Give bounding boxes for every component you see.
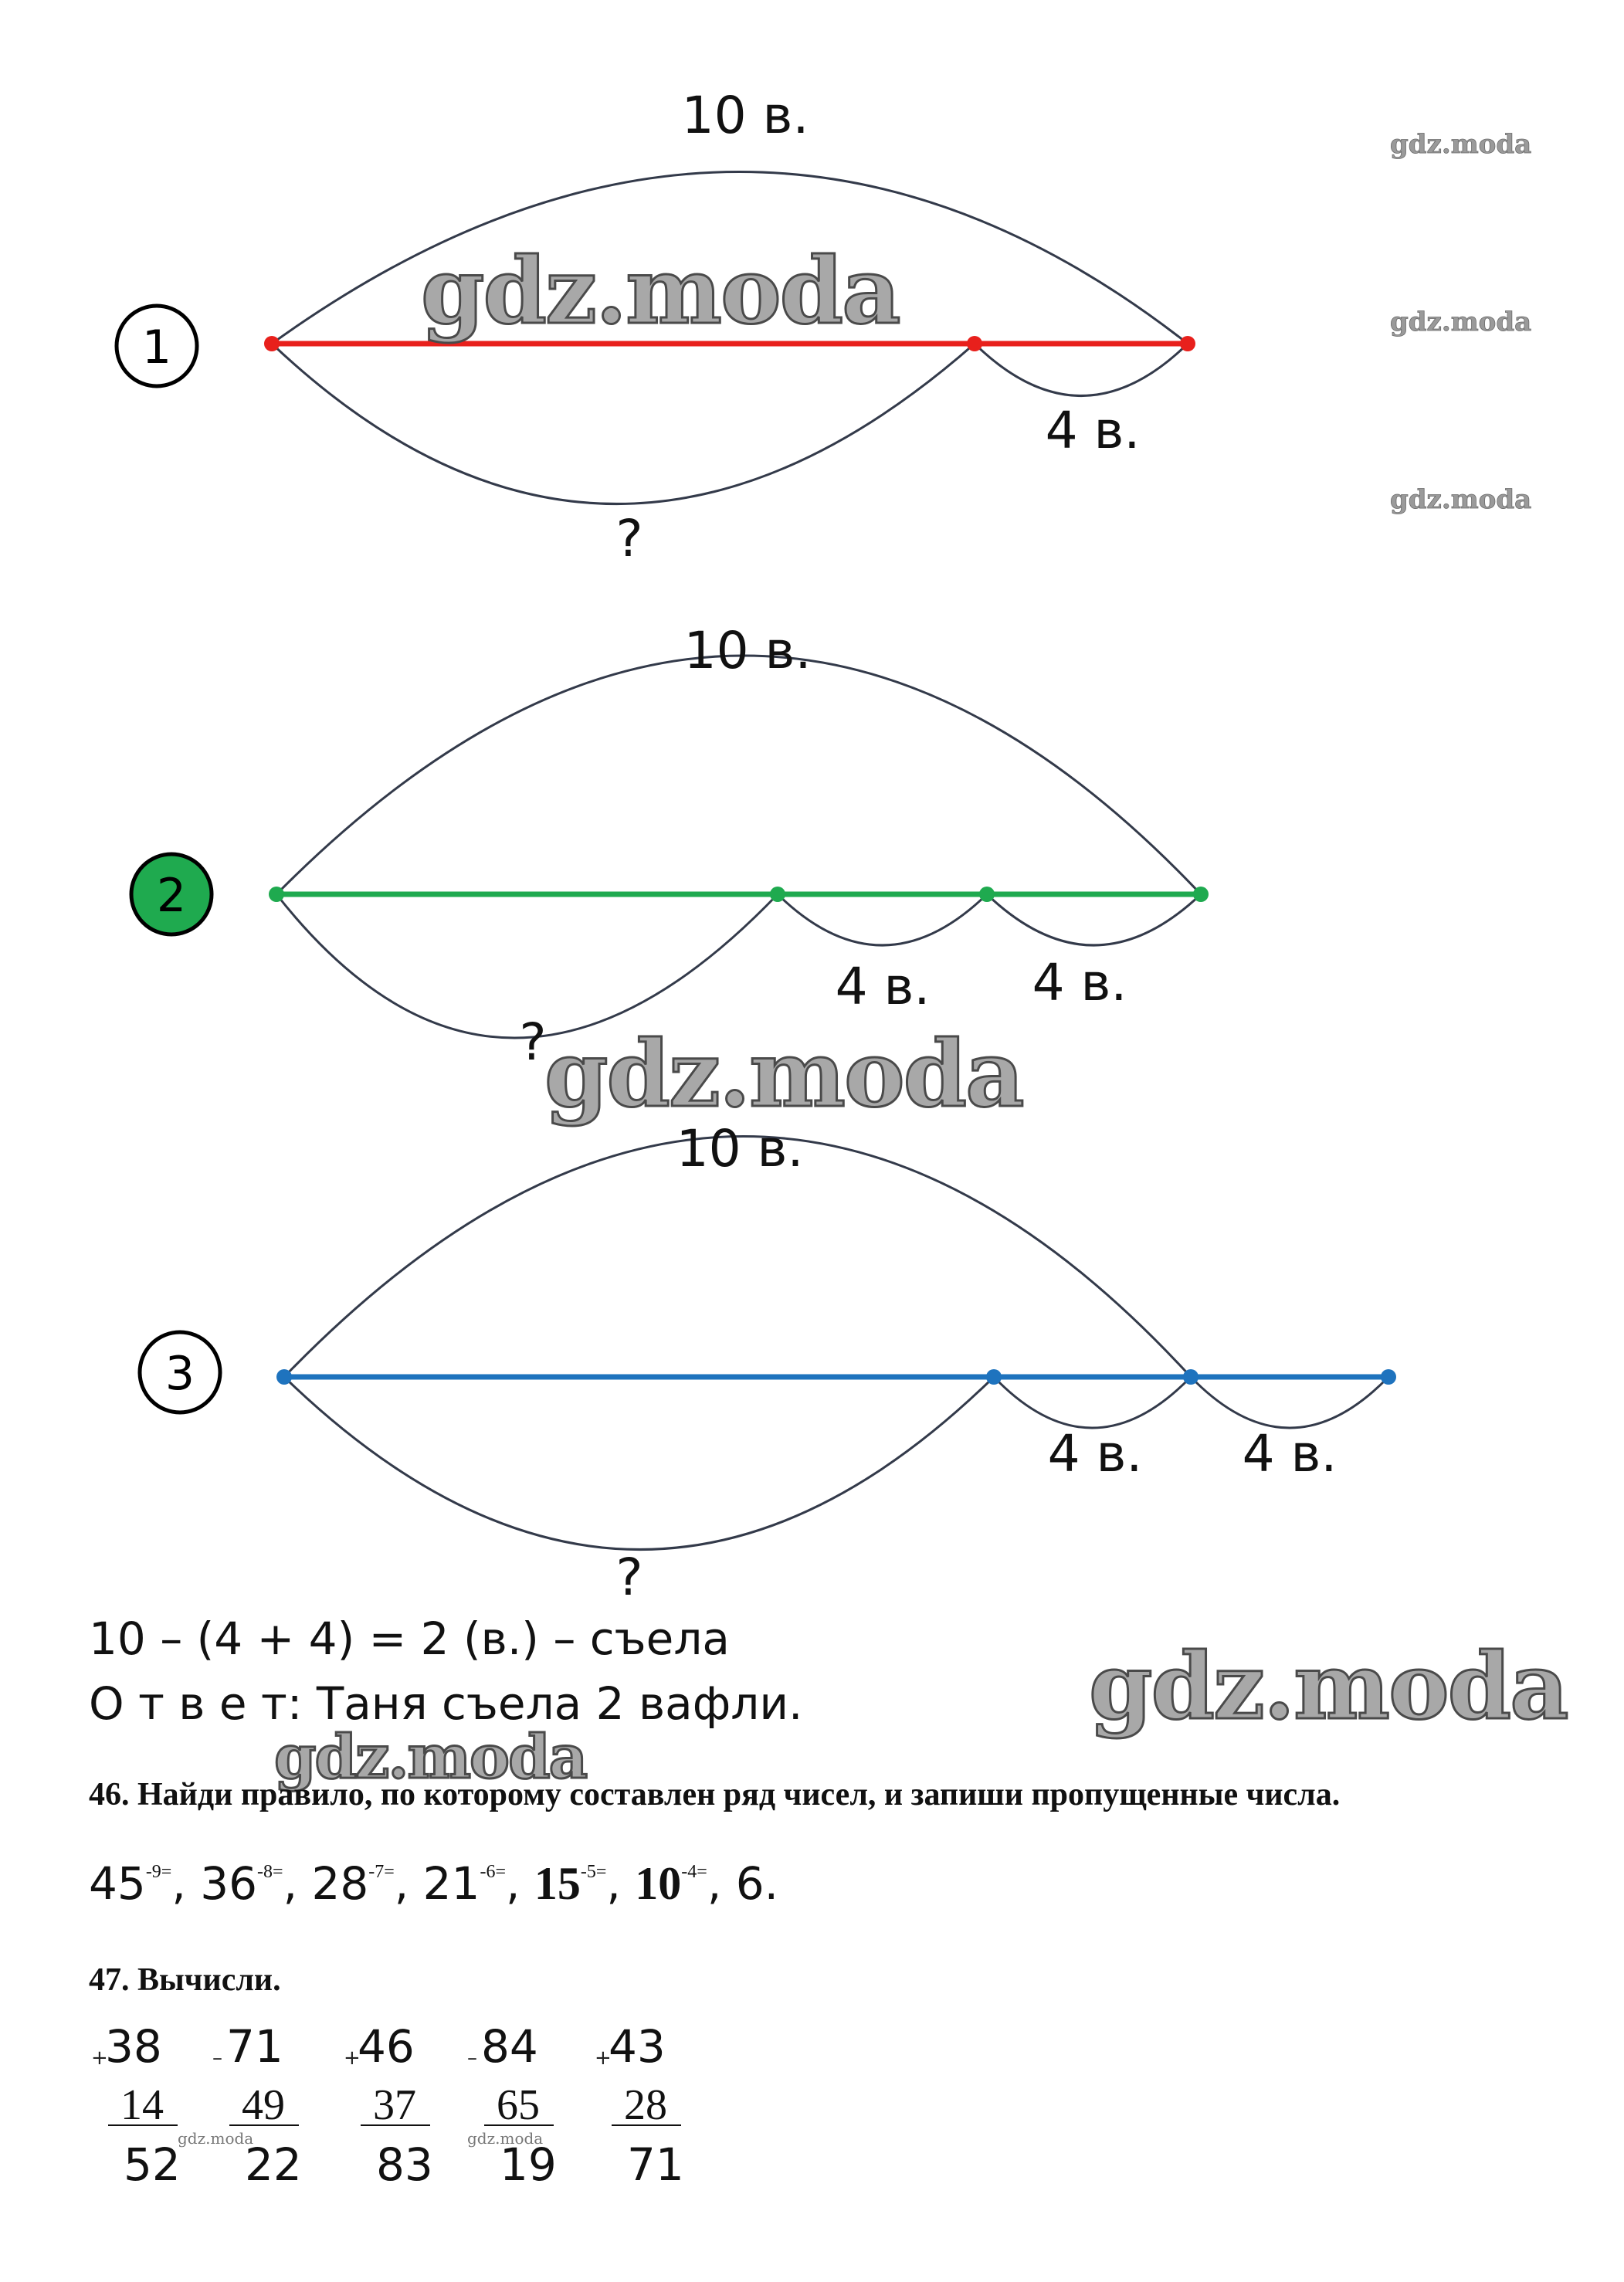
calc-operator: +	[595, 2046, 612, 2070]
series-item	[89, 1857, 200, 1910]
calc-operator: +	[344, 2046, 361, 2070]
watermark: gdz.moda	[1390, 307, 1532, 337]
calc-result: 71	[627, 2138, 684, 2191]
series-value: 45	[89, 1857, 146, 1910]
solution-answer: О т в е т: Таня съела 2 вафли.	[89, 1677, 803, 1730]
diagram-2-part-label: 4 в.	[1032, 953, 1127, 1012]
series-value: 36	[200, 1857, 258, 1910]
diagram-1-part-arc	[975, 344, 1188, 396]
series-separator: ,	[283, 1857, 312, 1910]
diagram-2	[131, 621, 1209, 1072]
calc-top-number: 38	[105, 2020, 162, 2073]
diagram-2-number: 2	[156, 869, 187, 923]
series-value: 21	[422, 1857, 480, 1910]
series-item	[423, 1857, 534, 1910]
diagram-1-question-arc	[272, 344, 975, 504]
diagram-3-total-label: 10 в.	[676, 1119, 804, 1178]
series-step: -4=	[681, 1862, 707, 1882]
calc-result: 19	[500, 2138, 557, 2191]
diagram-3-question-arc	[284, 1377, 994, 1550]
watermark: gdz.moda	[274, 1722, 587, 1792]
calc-bottom-number: 37	[373, 2081, 416, 2129]
diagram-3-number: 3	[164, 1347, 195, 1401]
calc-result: 52	[124, 2138, 181, 2191]
diagram-3	[140, 1119, 1396, 1607]
calc-result: 83	[376, 2138, 433, 2191]
calc-top-number: 43	[609, 2020, 666, 2073]
series-value: 6	[735, 1857, 765, 1910]
diagram-1-point	[1180, 336, 1195, 351]
diagram-1-number: 1	[141, 320, 172, 375]
series-step: -6=	[480, 1862, 506, 1882]
calc-result: 22	[245, 2138, 302, 2191]
diagram-2-total-label: 10 в.	[683, 621, 812, 680]
diagram-1-question: ?	[615, 509, 643, 568]
series-step: -9=	[145, 1862, 172, 1882]
watermark: gdz.moda	[1390, 129, 1532, 160]
series-item	[635, 1857, 735, 1910]
watermark: gdz.moda	[1089, 1633, 1568, 1740]
series-value: 15	[534, 1858, 581, 1909]
number-series	[89, 1857, 778, 1911]
diagram-1-total-label: 10 в.	[681, 86, 809, 145]
series-item	[736, 1857, 778, 1910]
task-46-heading: 46. Найди правило, по которому составлен ряд чисел, и запиши пропущенные числа.	[89, 1777, 1341, 1812]
diagram-3-point	[1381, 1369, 1396, 1385]
diagram-3-part-arc	[1191, 1377, 1388, 1428]
diagram-2-part-arc	[778, 894, 987, 945]
solution-expression: 10 – (4 + 4) = 2 (в.) – съела	[89, 1612, 730, 1665]
column-calculations	[91, 2020, 684, 2191]
diagram-3-part-arc	[994, 1377, 1191, 1428]
diagram-1-part-label: 4 в.	[1045, 401, 1141, 460]
calc-top-number: 46	[358, 2020, 415, 2073]
calc-bottom-number: 14	[120, 2081, 164, 2129]
calc-operator: –	[212, 2046, 222, 2070]
series-separator: ,	[606, 1857, 636, 1910]
diagram-3-question: ?	[615, 1548, 643, 1607]
calc-bottom-number: 65	[497, 2081, 540, 2129]
diagram-2-total-arc	[276, 656, 1201, 894]
series-separator: ,	[394, 1857, 423, 1910]
series-step: -8=	[257, 1862, 283, 1882]
diagram-1-point	[264, 336, 280, 351]
calc-top-number: 84	[481, 2020, 538, 2073]
diagram-2-point	[770, 887, 785, 902]
calc-bottom-number: 28	[624, 2081, 667, 2129]
task-47-heading: 47. Вычисли.	[89, 1962, 281, 1998]
diagram-2-point	[979, 887, 995, 902]
watermark: gdz.moda	[178, 2129, 254, 2148]
series-separator: ,	[171, 1857, 201, 1910]
diagram-3-point	[276, 1369, 292, 1385]
series-value: 28	[311, 1857, 369, 1910]
diagram-3-point	[1183, 1369, 1199, 1385]
series-separator: .	[764, 1857, 779, 1910]
watermark: gdz.moda	[467, 2129, 544, 2148]
diagram-2-question: ?	[519, 1012, 547, 1072]
diagram-3-part-label: 4 в.	[1047, 1424, 1143, 1483]
calc-top-number: 71	[226, 2020, 283, 2073]
watermark: gdz.moda	[1390, 484, 1532, 515]
watermark: gdz.moda	[544, 1020, 1023, 1127]
diagram-3-point	[986, 1369, 1002, 1385]
calc-bottom-number: 49	[242, 2081, 285, 2129]
watermarks	[178, 129, 1568, 2148]
diagram-3-part-label: 4 в.	[1242, 1424, 1338, 1483]
series-step: -5=	[580, 1862, 607, 1882]
calc-operator: +	[91, 2046, 108, 2070]
series-item	[534, 1857, 635, 1910]
series-separator: ,	[506, 1857, 534, 1910]
diagram-2-point	[1193, 887, 1209, 902]
series-value: 10	[635, 1858, 682, 1909]
diagram-2-point	[269, 887, 284, 902]
series-item	[200, 1857, 311, 1910]
watermark: gdz.moda	[421, 237, 900, 344]
series-step: -7=	[368, 1862, 395, 1882]
diagram-1-point	[967, 336, 982, 351]
calc-operator: –	[467, 2046, 477, 2070]
diagram-2-part-label: 4 в.	[835, 957, 931, 1016]
series-separator: ,	[707, 1857, 736, 1910]
diagram-2-part-arc	[987, 894, 1201, 945]
series-item	[311, 1857, 422, 1910]
